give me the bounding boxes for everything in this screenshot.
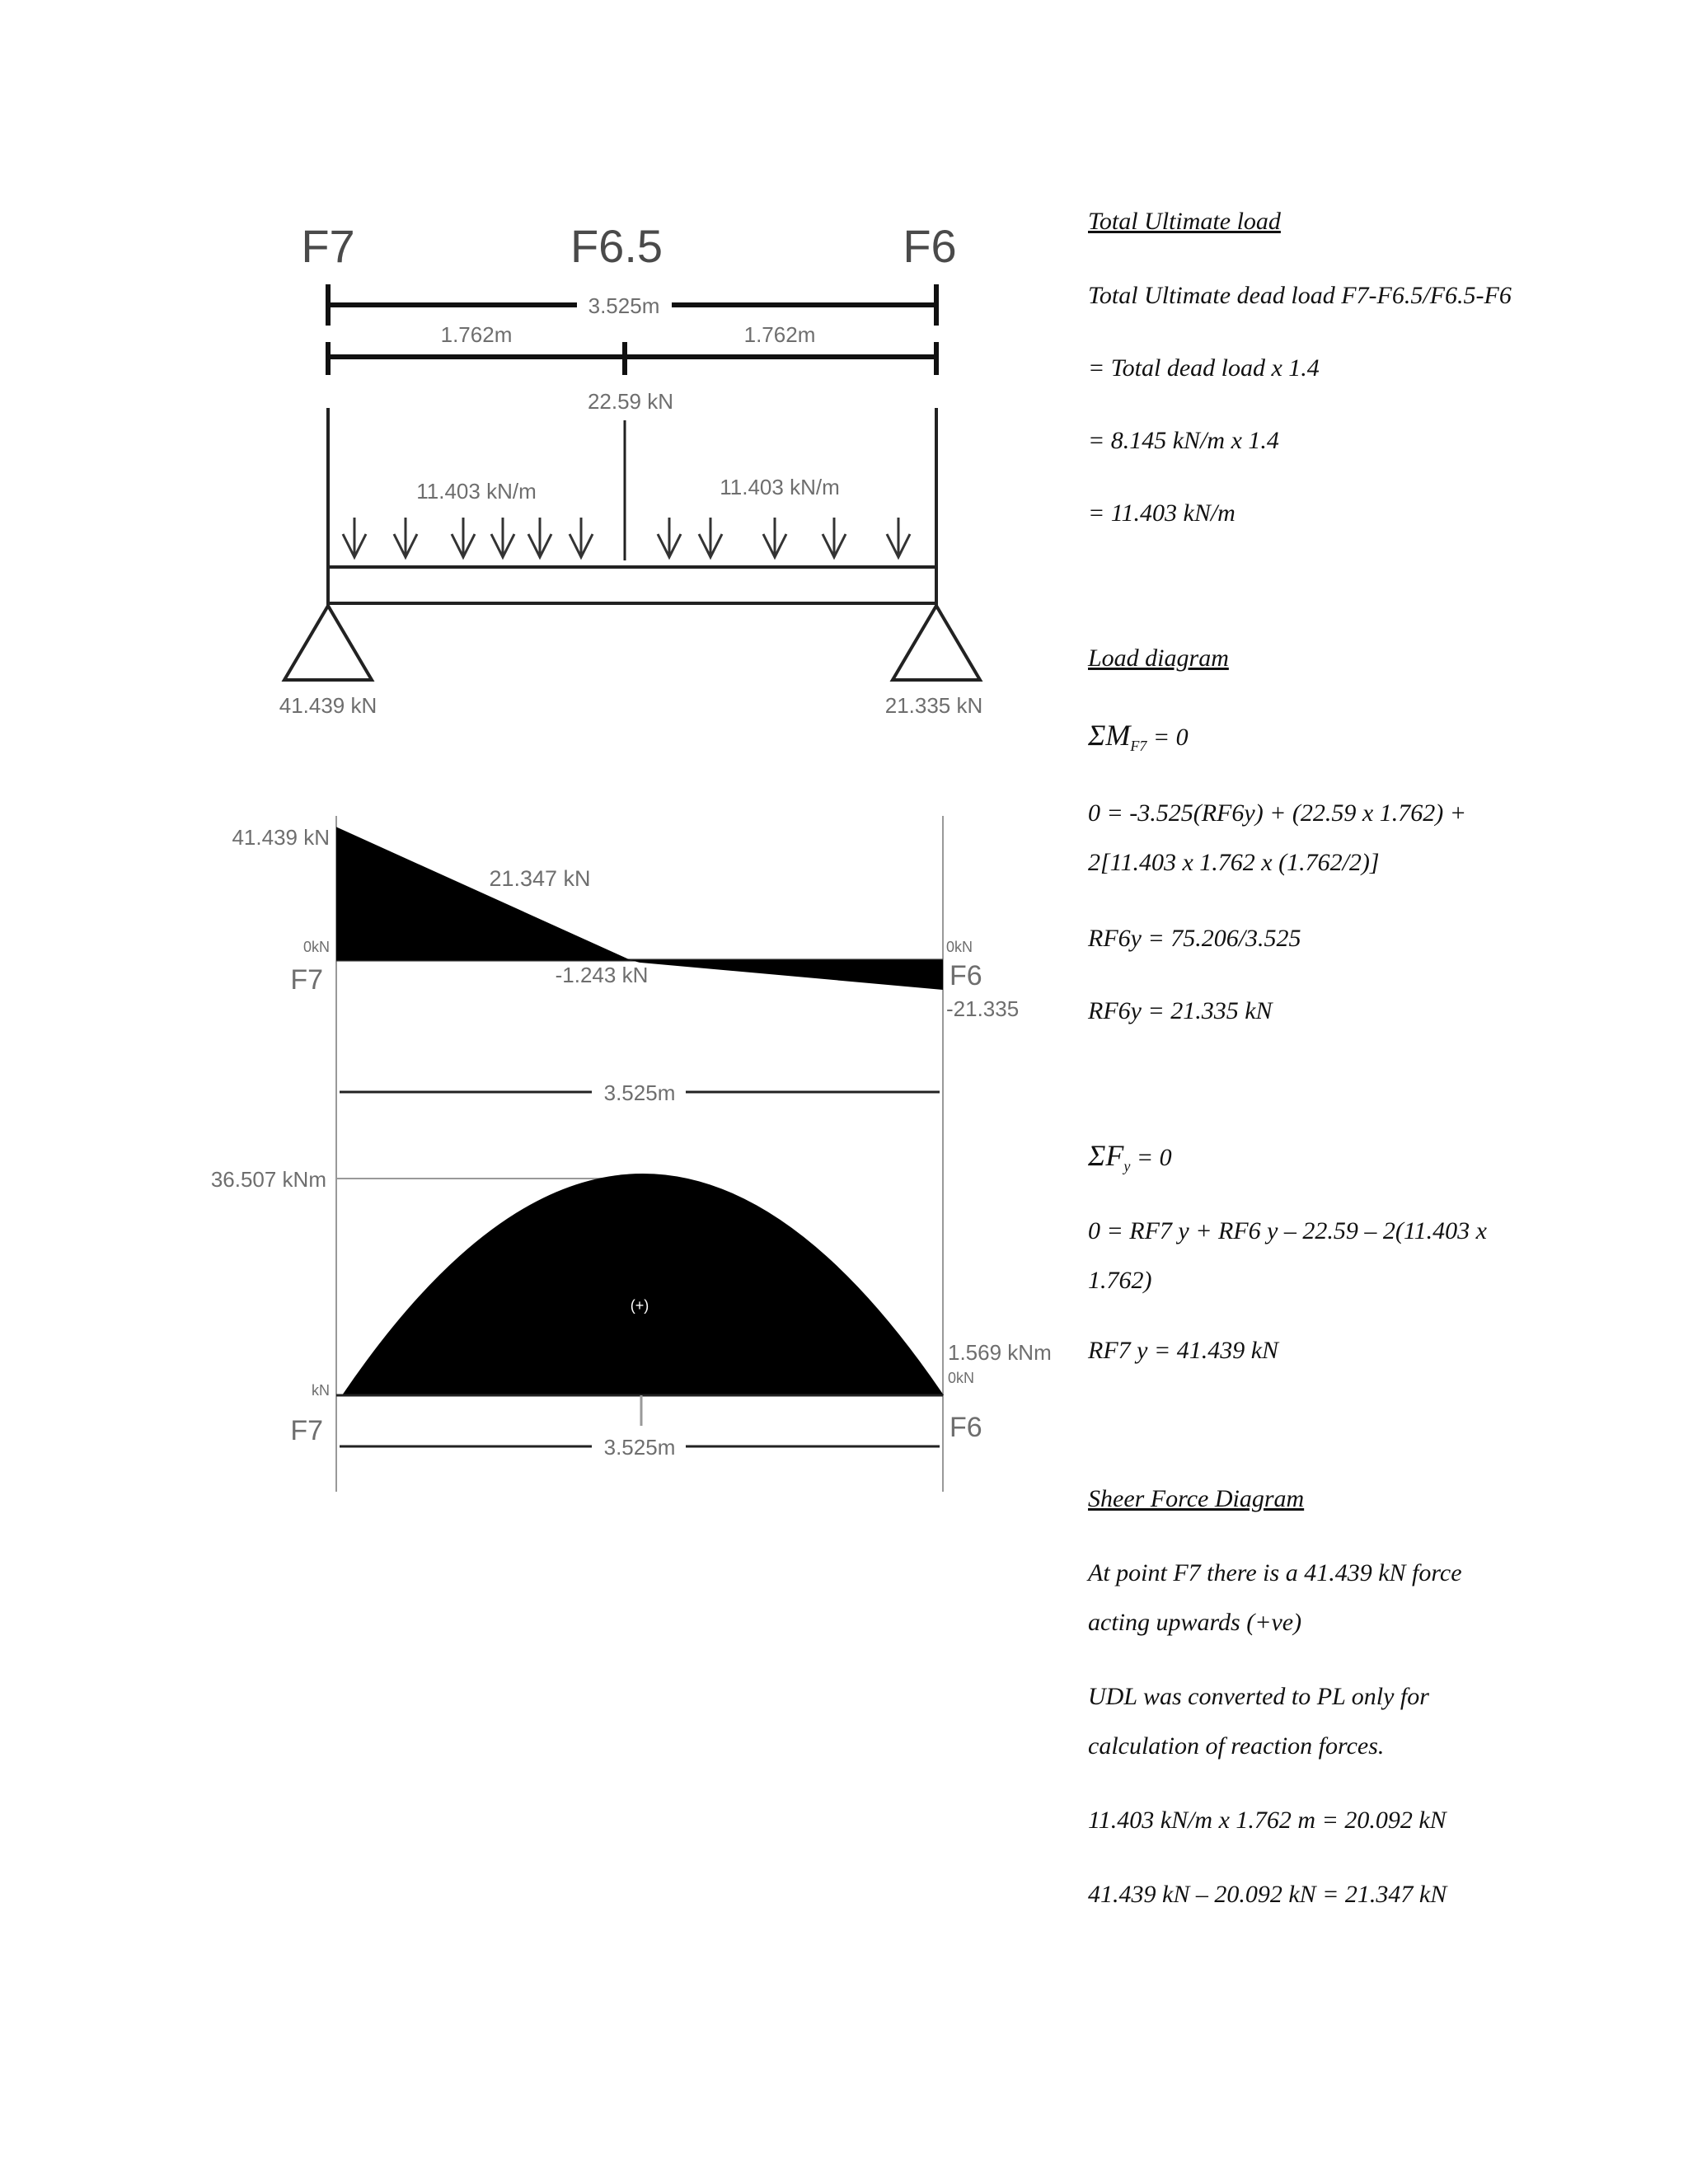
udl-arrow-icon [452,518,475,557]
eq-ultimate-load-result: = 11.403 kN/m [1088,499,1236,527]
udl-arrow-icon [658,518,681,557]
eq-total-dead-load: = Total dead load x 1.4 [1088,354,1320,382]
right-span-label: 1.762m [743,322,816,347]
beam [328,567,936,603]
half-span-dimensions [328,322,936,375]
udl-arrow-icon [394,518,417,557]
total-ultimate-heading: Total Ultimate load [1088,208,1281,235]
udl-arrow-icon [699,518,722,557]
sfd-explanation-line3: UDL was converted to PL only for [1088,1683,1429,1710]
sum-forces-equation: $\Sigma F_y = 0$ [1088,1139,1172,1174]
sfd-mid-bottom-value: -1.243 kN [555,963,649,987]
sfd-heading: Sheer Force Diagram [1088,1485,1305,1512]
bmd-right-value: 1.569 kNm [948,1340,1052,1365]
left-span-label: 1.762m [440,322,513,347]
force-equation-line1: 0 = RF7 y + RF6 y – 22.59 – 2(11.403 x [1088,1217,1487,1244]
point-load-label: 22.59 kN [587,389,674,414]
sum-moments-equation: $\Sigma M_{F7} = 0$ [1088,719,1189,754]
udl-right-label: 11.403 kN/m [720,475,840,499]
bmd-max-value: 36.507 kNm [210,1167,326,1192]
sfd-right-value: -21.335 [946,996,1020,1021]
moment-equation-line2: 2[11.403 x 1.762 x (1.762/2)] [1088,849,1380,876]
sfd-zero-left: 0kN [302,939,330,955]
sfd-positive-area [336,827,631,960]
total-span-dimension [328,284,936,326]
udl-arrow-icon [887,518,910,557]
bending-moment-diagram [211,1113,1052,1492]
total-span-label: 3.525m [588,293,660,318]
sfd-negative-area [631,960,943,990]
load-diagram-heading: Load diagram [1088,644,1229,672]
sfd-explanation-line1: At point F7 there is a 41.439 kN force [1088,1559,1462,1586]
udl-arrow-icon [343,518,366,557]
udl-arrow-icon [823,518,846,557]
sfd-left-label: F7 [290,964,323,996]
udl-arrow-icon [570,518,593,557]
sfd-right-label: F6 [950,960,982,991]
sfd-zero-right: 0kN [946,939,973,955]
sfd-equation-1: 11.403 kN/m x 1.762 m = 20.092 kN [1088,1807,1447,1834]
sfd-explanation-line4: calculation of reaction forces. [1088,1732,1385,1760]
dead-load-title: Total Ultimate dead load F7-F6.5/F6.5-F6 [1088,282,1512,309]
sfd-mid-top-value: 21.347 kN [489,866,591,891]
bmd-zero-left: kN [312,1382,330,1399]
moment-equation-line1: 0 = -3.525(RF6y) + (22.59 x 1.762) + [1088,799,1466,827]
beam-load-diagram [279,220,983,718]
rf6-result: RF6y = 21.335 kN [1088,997,1273,1024]
sfd-left-value: 41.439 kN [232,825,330,850]
eq-dead-load-multiplied: = 8.145 kN/m x 1.4 [1088,427,1279,454]
bmd-positive-area [342,1174,944,1395]
beam-label-f6: F6 [903,220,957,272]
beam-label-f7: F7 [301,220,355,272]
udl-arrow-icon [491,518,514,557]
beam-label-f6-5: F6.5 [570,220,663,272]
bmd-zero-right: 0kN [948,1370,975,1386]
sfd-equation-2: 41.439 kN – 20.092 kN = 21.347 kN [1088,1881,1447,1908]
reaction-left-label: 41.439 kN [279,693,377,718]
udl-arrow-icon [528,518,551,557]
force-equation-line2: 1.762) [1088,1267,1152,1294]
sfd-explanation-line2: acting upwards (+ve) [1088,1609,1302,1636]
bmd-sign: (+) [630,1297,649,1314]
rf7-result: RF7 y = 41.439 kN [1088,1337,1279,1364]
udl-arrows [343,518,910,557]
left-support [284,606,372,680]
bmd-left-label: F7 [290,1415,323,1446]
sfd-span-label: 3.525m [603,1080,676,1105]
right-support [893,606,980,680]
bmd-right-label: F6 [950,1412,982,1443]
bmd-span-label: 3.525m [603,1435,676,1460]
structural-diagrams [0,0,1071,1525]
rf6-equation: RF6y = 75.206/3.525 [1088,925,1301,952]
shear-force-diagram [232,816,1019,1113]
udl-left-label: 11.403 kN/m [416,479,537,504]
reaction-right-label: 21.335 kN [884,693,983,718]
udl-arrow-icon [763,518,786,557]
